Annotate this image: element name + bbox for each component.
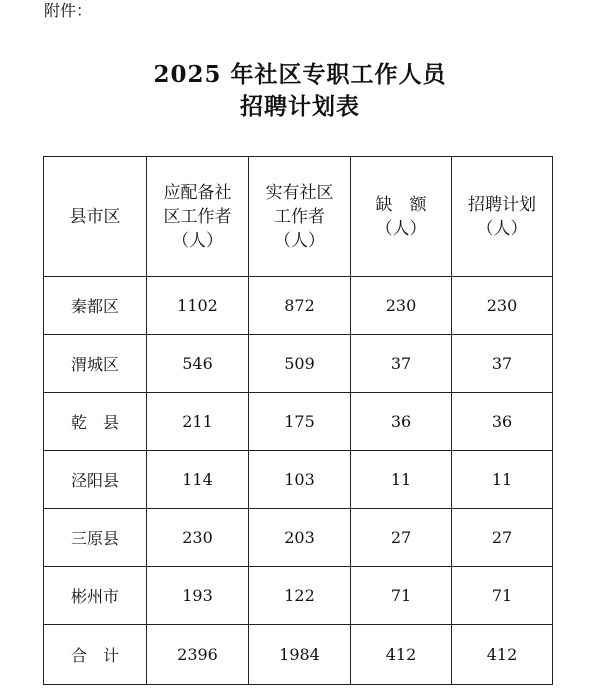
- cell-plan: 230: [452, 277, 553, 335]
- attachment-label: 附件：: [44, 1, 93, 20]
- header-required: [147, 157, 249, 277]
- cell-total-shortage: 412: [351, 625, 452, 685]
- cell-total-label: 合 计: [44, 625, 147, 685]
- header-region-text: 县市区: [69, 206, 121, 227]
- document-title: 2025 年社区专职工作人员: [153, 61, 447, 88]
- cell-region: 泾阳县: [44, 451, 147, 509]
- cell-total-actual: 1984: [249, 625, 351, 685]
- cell-plan: 36: [452, 393, 553, 451]
- cell-region: 彬州市: [44, 567, 147, 625]
- table-row: [44, 277, 553, 335]
- cell-region: 乾 县: [44, 393, 147, 451]
- cell-actual: 103: [249, 451, 351, 509]
- cell-actual: 509: [249, 335, 351, 393]
- cell-actual: 203: [249, 509, 351, 567]
- table-row: [44, 335, 553, 393]
- table-row: [44, 451, 553, 509]
- header-shortage-line-1: 缺 额: [375, 194, 427, 215]
- cell-plan: 27: [452, 509, 553, 567]
- cell-required: 1102: [147, 277, 249, 335]
- header-region: [44, 157, 147, 277]
- cell-shortage: 11: [351, 451, 452, 509]
- cell-region: 三原县: [44, 509, 147, 567]
- header-shortage-line-2: （人）: [375, 218, 427, 239]
- cell-plan: 71: [452, 567, 553, 625]
- header-plan-line-2: （人）: [476, 218, 528, 239]
- cell-actual: 175: [249, 393, 351, 451]
- table-row: [44, 393, 553, 451]
- cell-shortage: 230: [351, 277, 452, 335]
- header-actual-line-1: 实有社区: [265, 182, 334, 203]
- header-actual-line-3: （人）: [274, 230, 325, 251]
- header-required-line-2: 区工作者: [163, 206, 232, 227]
- cell-plan: 11: [452, 451, 553, 509]
- cell-shortage: 37: [351, 335, 452, 393]
- cell-total-plan: 412: [452, 625, 553, 685]
- cell-shortage: 36: [351, 393, 452, 451]
- header-actual: [249, 157, 351, 277]
- cell-total-required: 2396: [147, 625, 249, 685]
- cell-actual: 872: [249, 277, 351, 335]
- cell-plan: 37: [452, 335, 553, 393]
- table-row: [44, 567, 553, 625]
- header-shortage: [351, 157, 452, 277]
- cell-required: 114: [147, 451, 249, 509]
- cell-actual: 122: [249, 567, 351, 625]
- cell-shortage: 71: [351, 567, 452, 625]
- cell-required: 193: [147, 567, 249, 625]
- cell-region: 秦都区: [44, 277, 147, 335]
- cell-region: 渭城区: [44, 335, 147, 393]
- cell-required: 546: [147, 335, 249, 393]
- header-required-line-3: （人）: [172, 230, 223, 251]
- header-actual-line-2: 工作者: [274, 206, 325, 227]
- cell-required: 211: [147, 393, 249, 451]
- table-total-row: [44, 625, 553, 685]
- header-plan-line-1: 招聘计划: [468, 194, 536, 215]
- document-subtitle: 招聘计划表: [240, 93, 360, 120]
- header-plan: [452, 157, 553, 277]
- recruitment-plan-table: [43, 156, 553, 685]
- header-required-line-1: 应配备社: [163, 182, 232, 203]
- cell-required: 230: [147, 509, 249, 567]
- cell-shortage: 27: [351, 509, 452, 567]
- table-row: [44, 509, 553, 567]
- table-header-row: [44, 157, 553, 277]
